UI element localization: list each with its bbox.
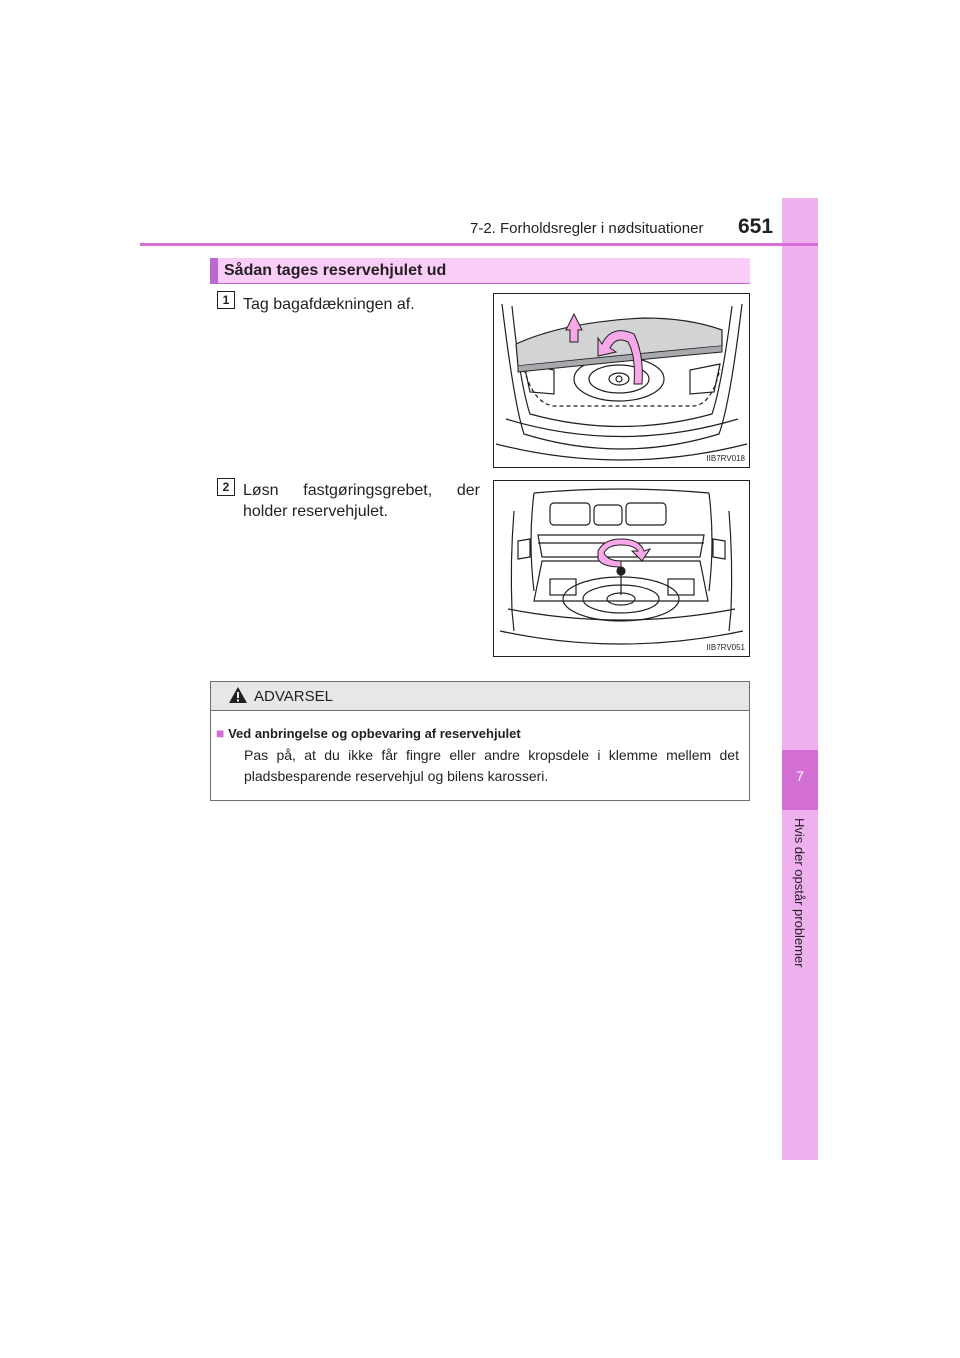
figure-remove-cover [493, 293, 750, 468]
step-1-number: 1 [217, 291, 235, 309]
running-header-section: 7-2. Forholdsregler i nødsituationer [470, 220, 704, 237]
chapter-title: Hvis der opstår problemer [792, 818, 807, 968]
warning-title: ADVARSEL [254, 688, 333, 705]
section-heading-rule [210, 283, 750, 284]
warning-subtitle-text: Ved anbringelse og opbevaring af reservehjulet [228, 726, 521, 741]
step-1-text: Tag bagafdækningen af. [243, 296, 415, 313]
side-tab [782, 198, 818, 1160]
spare-wheel-illustration [494, 481, 749, 656]
step-2-text-line1: Løsn fastgøringsgrebet, der [243, 482, 480, 499]
square-bullet-icon: ■ [216, 725, 225, 741]
page-number: 651 [738, 215, 774, 238]
header-rule [140, 243, 818, 246]
figure-2-code: IIB7RV051 [706, 643, 745, 652]
warning-subtitle [216, 725, 521, 741]
step-2-number: 2 [217, 478, 235, 496]
warning-body: Pas på, at du ikke får fingre eller andre kropsdele i klemme mellem det pladsbesparende reservehjul og bilens karosseri. [244, 747, 739, 784]
section-title: Sådan tages reservehjulet ud [224, 262, 447, 279]
figure-1-code: IIB7RV018 [706, 454, 745, 463]
figure-loosen-clamp [493, 480, 750, 657]
warning-triangle-icon [228, 686, 248, 704]
chapter-number: 7 [796, 768, 804, 784]
cargo-cover-illustration [494, 294, 749, 467]
section-heading-bar [210, 258, 218, 284]
step-2-text-line2: holder reservehjulet. [243, 503, 388, 520]
